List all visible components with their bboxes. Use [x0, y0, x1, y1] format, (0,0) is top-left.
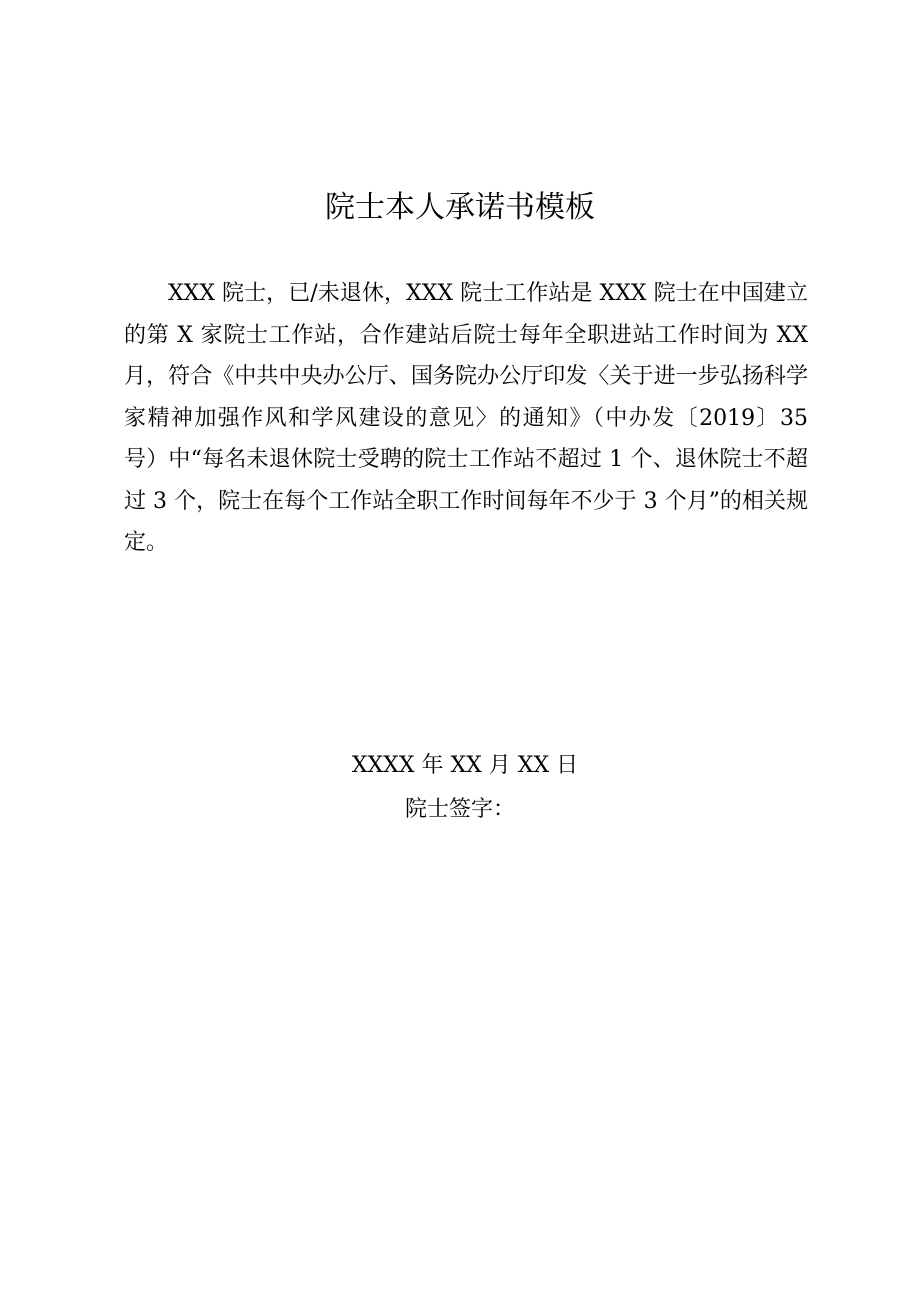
date-line: XXXX 年 XX 月 XX 日 [351, 753, 579, 778]
commitment-paragraph: XXX 院士，已/未退休，XXX 院士工作站是 XXX 院士在中国建立的第 X 家院士工作站，合作建站后院士每年全职进站工作时间为 XX 月，符合《中共中央办公厅、国务院办公厅印发〈关于进一步弘扬科学家精神加强作风和学风建设的意见〉的通知》（中办发〔2019〕35 号）中“每名未退休院士受聘的院士工作站不超过 1 个、退休院士不超过 3 个，院士在每个工作站全职工作时间每年不少于 3 个月”的相关规定。 [124, 281, 808, 555]
signature-label: 院士签字： [404, 797, 515, 822]
document-title: 院士本人承诺书模板 [325, 190, 595, 225]
